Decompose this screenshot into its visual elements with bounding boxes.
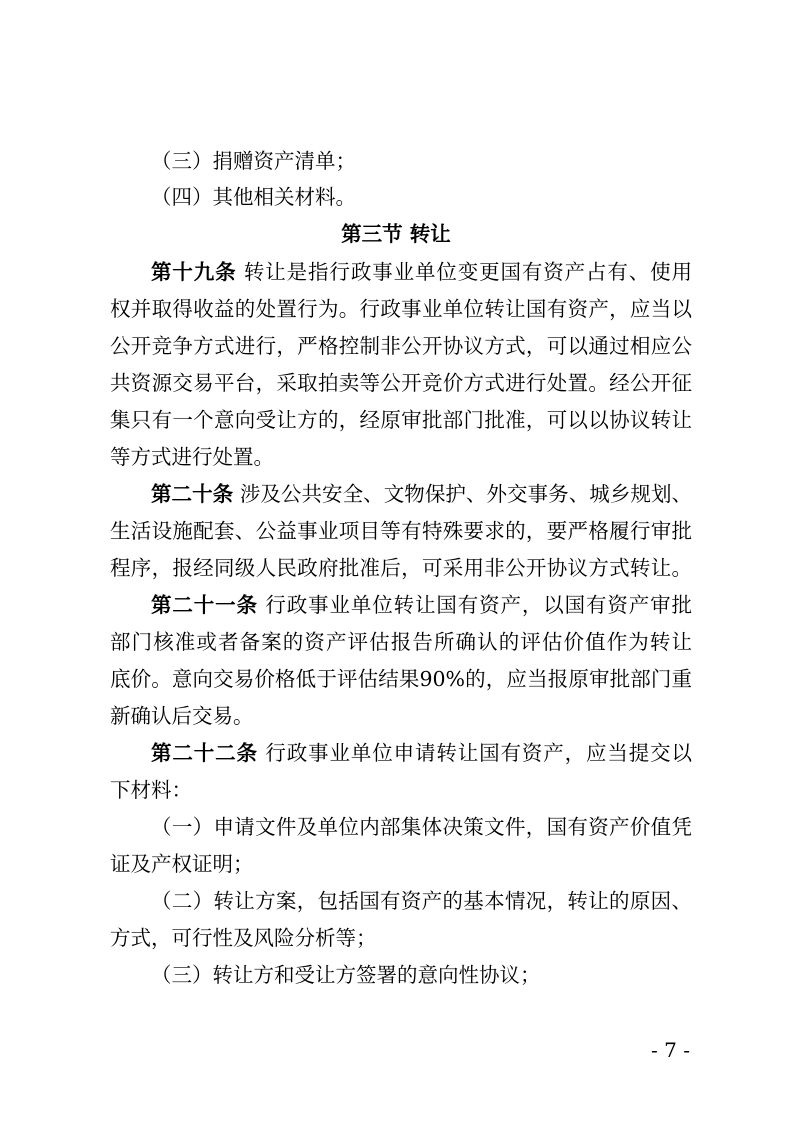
article-line: 权并取得收益的处置行为。行政事业单位转让国有资产，应当以 bbox=[110, 297, 692, 321]
article-21-first-line bbox=[151, 592, 692, 618]
article-19-first-line bbox=[151, 259, 692, 285]
article-label: 第十九条 bbox=[151, 260, 237, 284]
article-text: 转让是指行政事业单位变更国有资产占有、使用 bbox=[243, 260, 692, 284]
article-line: 部门核准或者备案的资产评估报告所确认的评估价值作为转让 bbox=[110, 630, 692, 654]
article-text: 行政事业单位申请转让国有资产，应当提交以 bbox=[265, 741, 693, 765]
article-label: 第二十二条 bbox=[151, 741, 258, 765]
list-item: （四）其他相关材料。 bbox=[151, 185, 356, 209]
article-text: 涉及公共安全、文物保护、外交事务、城乡规划、 bbox=[239, 482, 692, 506]
article-label: 第二十条 bbox=[151, 482, 234, 506]
list-item: （三）捐赠资产清单； bbox=[151, 149, 356, 173]
article-line: 新确认后交易。 bbox=[110, 704, 254, 728]
article-line: 公开竞争方式进行，严格控制非公开协议方式，可以通过相应公 bbox=[110, 334, 692, 358]
article-22-first-line bbox=[151, 740, 692, 766]
article-line: 底价。意向交易价格低于评估结果90%的，应当报原审批部门重 bbox=[110, 667, 692, 691]
article-line: 集只有一个意向受让方的，经原审批部门批准，可以以协议转让 bbox=[110, 408, 692, 432]
page-number: - 7 - bbox=[651, 1038, 690, 1062]
list-item-continuation: 证及产权证明； bbox=[110, 852, 254, 876]
list-item: （三）转让方和受让方签署的意向性协议； bbox=[151, 963, 541, 987]
section-heading: 第三节 转让 bbox=[341, 222, 451, 246]
article-line: 共资源交易平台，采取拍卖等公开竞价方式进行处置。经公开征 bbox=[110, 371, 692, 395]
article-line: 生活设施配套、公益事业项目等有特殊要求的，要严格履行审批 bbox=[110, 519, 692, 543]
article-label: 第二十一条 bbox=[151, 593, 258, 617]
list-item: （二）转让方案，包括国有资产的基本情况，转让的原因、 bbox=[151, 889, 692, 913]
article-line: 等方式进行处置。 bbox=[110, 445, 274, 469]
article-20-first-line bbox=[151, 481, 692, 507]
article-line: 下材料： bbox=[110, 778, 192, 802]
article-text: 行政事业单位转让国有资产，以国有资产审批 bbox=[265, 593, 693, 617]
list-item-continuation: 方式，可行性及风险分析等； bbox=[110, 926, 377, 950]
article-line: 程序，报经同级人民政府批准后，可采用非公开协议方式转让。 bbox=[110, 556, 692, 580]
list-item: （一）申请文件及单位内部集体决策文件，国有资产价值凭 bbox=[151, 815, 692, 839]
